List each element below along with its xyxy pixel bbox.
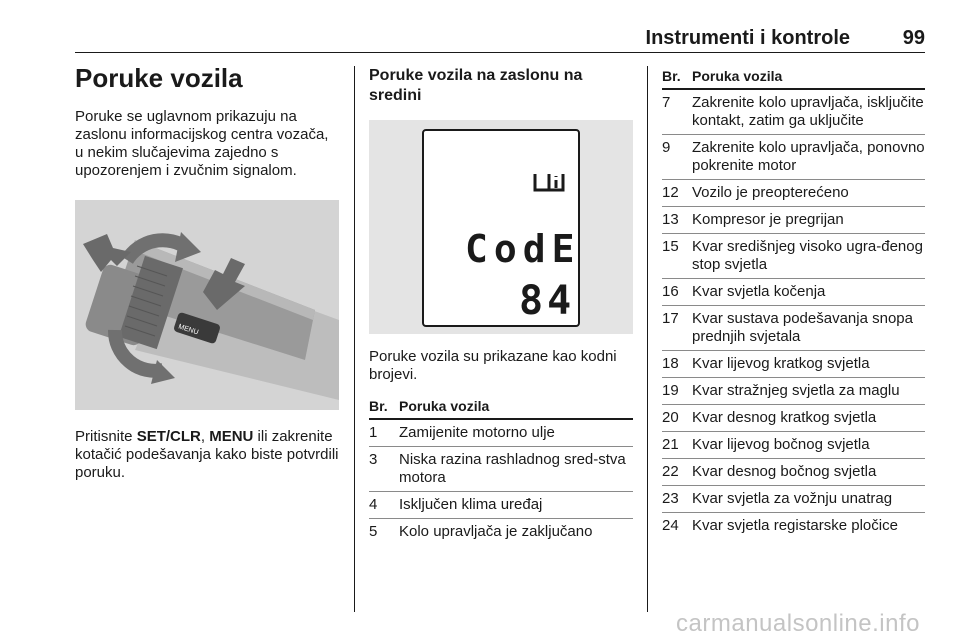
table-row: 16 Kvar svjetla kočenja — [662, 279, 925, 306]
section-heading: Poruke vozila — [75, 63, 243, 93]
column-divider-left — [354, 66, 355, 612]
table-row: 15 Kvar središnjeg visoko ugra-đenog stop svjetla — [662, 234, 925, 279]
table-row: 12 Vozilo je preopterećeno — [662, 180, 925, 207]
center-display-image — [369, 120, 633, 334]
table-row: 23 Kvar svjetla za vožnju unatrag — [662, 486, 925, 513]
table-header-number: Br. — [662, 68, 692, 89]
column-2 — [369, 62, 633, 545]
intro-paragraph: Poruke se uglavnom prikazuju na zaslonu informacijskog centra vozača, u nekim slučajevima zajedno s upozorenjem i zvučnim signalom. — [75, 108, 329, 179]
table-row: 3 Niska razina rashladnog sred-stva motora — [369, 447, 633, 492]
table-row: 17 Kvar sustava podešavanja snopa prednjih svjetala — [662, 306, 925, 351]
column-3 — [662, 62, 925, 539]
caption-paragraph: Pritisnite SET/CLR, MENU ili zakrenite kotačić podešavanja kako biste potvrdili poruku. — [75, 428, 339, 481]
steering-stalk-photo — [75, 200, 339, 410]
table-row: 19 Kvar stražnjeg svjetla za maglu — [662, 378, 925, 405]
column-1 — [75, 62, 339, 482]
steering-stalk-illustration — [75, 200, 339, 410]
display-description: Poruke vozila su prikazane kao kodni brojevi. — [369, 348, 617, 383]
table-row: 22 Kvar desnog bočnog svjetla — [662, 459, 925, 486]
display-code-text: CodE — [465, 227, 581, 271]
display-code-number: 84 — [519, 278, 576, 324]
table-row: 20 Kvar desnog kratkog svjetla — [662, 405, 925, 432]
header-rule — [75, 52, 925, 53]
table-header-message: Poruka vozila — [692, 68, 925, 89]
table-row: 7 Zakrenite kolo upravljača, isključite kontakt, zatim ga uključite — [662, 89, 925, 135]
table-row: 5 Kolo upravljača je zaključano — [369, 523, 593, 540]
subsection-heading: Poruke vozila na zaslonu na sredini — [369, 67, 583, 104]
table-row: 4 Isključen klima uređaj — [369, 492, 633, 519]
menu-button-label: MENU — [177, 323, 200, 337]
table-row: 24 Kvar svjetla registarske pločice — [662, 517, 898, 534]
page-number: 99 — [902, 27, 925, 49]
message-table-1 — [369, 398, 633, 545]
column-divider-right — [647, 66, 648, 612]
table-row: 9 Zakrenite kolo upravljača, ponovno pokrenite motor — [662, 135, 925, 180]
table-header-number: Br. — [369, 398, 399, 419]
table-row: 21 Kvar lijevog bočnog svjetla — [662, 432, 925, 459]
page-header-title: Instrumenti i kontrole — [645, 27, 850, 49]
table-row: 1 Zamijenite motorno ulje — [369, 419, 633, 447]
table-header-message: Poruka vozila — [399, 398, 633, 419]
display-illustration — [369, 120, 633, 334]
table-row: 18 Kvar lijevog kratkog svjetla — [662, 351, 925, 378]
table-row: 13 Kompresor je pregrijan — [662, 207, 925, 234]
message-table-2 — [662, 68, 925, 539]
watermark: carmanualsonline.info — [676, 610, 920, 637]
